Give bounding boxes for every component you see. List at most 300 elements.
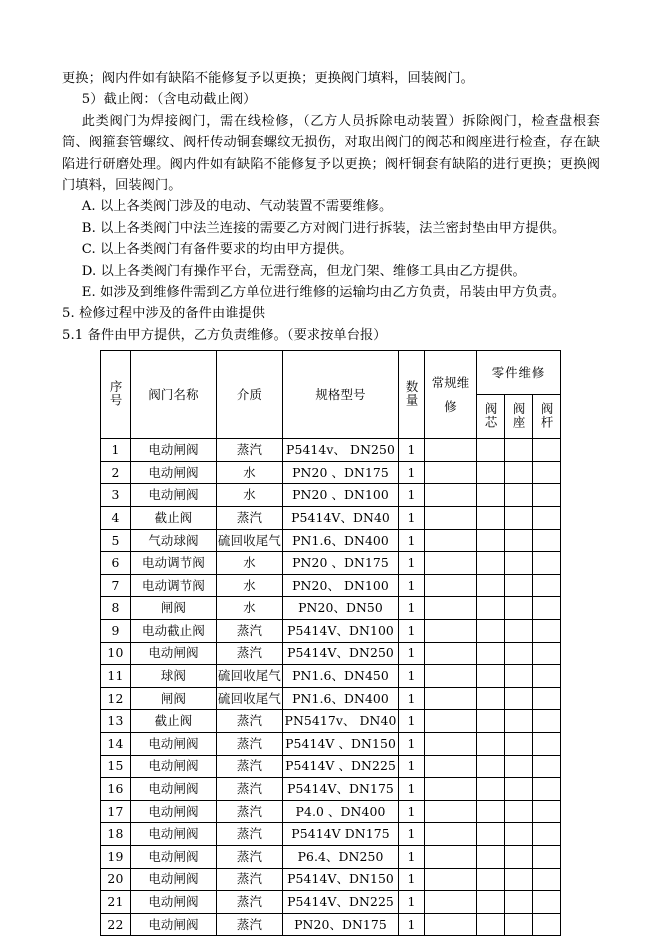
cell-valve-core bbox=[477, 733, 505, 756]
table-row bbox=[101, 529, 561, 552]
cell-sequence bbox=[101, 552, 131, 575]
cell-medium bbox=[217, 845, 283, 868]
cell-specification bbox=[283, 552, 399, 575]
cell-specification bbox=[283, 891, 399, 914]
cell-sequence-text: 16 bbox=[107, 781, 124, 797]
cell-medium bbox=[217, 823, 283, 846]
cell-valve-name bbox=[131, 620, 217, 643]
cell-specification-text: PN5417v、 DN40 bbox=[284, 713, 397, 729]
cell-quantity bbox=[399, 665, 425, 688]
cell-valve-name-text: 截止阀 bbox=[154, 509, 193, 525]
cell-valve-core bbox=[477, 484, 505, 507]
cell-quantity bbox=[399, 800, 425, 823]
cell-valve-seat bbox=[505, 642, 533, 665]
cell-valve-name bbox=[131, 687, 217, 710]
cell-quantity bbox=[399, 507, 425, 530]
cell-valve-core bbox=[477, 755, 505, 778]
cell-valve-seat bbox=[505, 552, 533, 575]
cell-medium bbox=[217, 620, 283, 643]
cell-routine-maintenance bbox=[425, 778, 477, 801]
cell-valve-stem bbox=[533, 484, 561, 507]
table-row bbox=[101, 507, 561, 530]
cell-medium-text: 蒸汽 bbox=[236, 894, 263, 909]
paragraph-note-b: B. 以上各类阀门中法兰连接的需要乙方对阀门进行拆装，法兰密封垫由甲方提供。 bbox=[81, 220, 566, 236]
cell-sequence-text: 13 bbox=[107, 713, 124, 729]
cell-routine-maintenance bbox=[425, 439, 477, 462]
valve-spare-parts-table bbox=[100, 350, 561, 936]
cell-sequence bbox=[101, 484, 131, 507]
cell-specification bbox=[283, 778, 399, 801]
cell-medium-text: 硫回收尾气 bbox=[218, 668, 281, 684]
cell-specification-text: PN1.6、DN400 bbox=[292, 532, 389, 548]
cell-quantity bbox=[399, 845, 425, 868]
cell-medium-text: 水 bbox=[243, 464, 256, 480]
cell-quantity-text: 1 bbox=[407, 600, 416, 616]
cell-medium-text: 水 bbox=[243, 600, 256, 616]
cell-sequence bbox=[101, 733, 131, 756]
paragraph-stop-valve-description: 此类阀门为焊接阀门，需在线检修，（乙方人员拆除电动装置）拆除阀门，检查盘根套筒、阀箍套管螺纹、阀杆传动铜套螺纹无损伤，对取出阀门的阀芯和阀座进行检查，存在缺陷进行研磨处理。阀内件如有缺陷不能修复予以更换；阀杆铜套有缺陷的进行更换；更换阀门填料，回装阀门。 bbox=[62, 113, 600, 194]
cell-valve-name-text: 截止阀 bbox=[154, 713, 193, 729]
cell-sequence-text: 19 bbox=[107, 848, 124, 864]
cell-quantity-text: 1 bbox=[407, 848, 416, 864]
cell-sequence-text: 22 bbox=[107, 916, 124, 932]
cell-valve-seat bbox=[505, 845, 533, 868]
cell-sequence bbox=[101, 800, 131, 823]
cell-valve-seat bbox=[505, 484, 533, 507]
cell-routine-maintenance bbox=[425, 845, 477, 868]
cell-sequence bbox=[101, 461, 131, 484]
cell-routine-maintenance bbox=[425, 574, 477, 597]
cell-medium bbox=[217, 665, 283, 688]
cell-sequence bbox=[101, 845, 131, 868]
paragraph-continuation: 更换；阀内件如有缺陷不能修复予以更换；更换阀门填料，回装阀门。 bbox=[62, 71, 474, 86]
cell-valve-name bbox=[131, 665, 217, 688]
cell-medium-text: 蒸汽 bbox=[236, 871, 263, 887]
cell-valve-seat bbox=[505, 755, 533, 778]
cell-valve-stem bbox=[533, 913, 561, 936]
cell-specification-text: P5414V、DN100 bbox=[287, 622, 394, 638]
cell-valve-name-text: 闸阀 bbox=[160, 600, 187, 616]
cell-specification bbox=[283, 913, 399, 936]
cell-routine-maintenance bbox=[425, 461, 477, 484]
cell-valve-core bbox=[477, 800, 505, 823]
cell-quantity bbox=[399, 620, 425, 643]
cell-valve-name bbox=[131, 755, 217, 778]
cell-specification bbox=[283, 733, 399, 756]
cell-medium-text: 蒸汽 bbox=[236, 758, 263, 774]
table-row bbox=[101, 439, 561, 462]
cell-specification-text: PN20、DN50 bbox=[298, 600, 383, 616]
cell-specification bbox=[283, 665, 399, 688]
cell-valve-name-text: 球阀 bbox=[160, 668, 187, 684]
table-row bbox=[101, 845, 561, 868]
cell-valve-stem bbox=[533, 620, 561, 643]
cell-sequence bbox=[101, 507, 131, 530]
cell-quantity-text: 1 bbox=[407, 894, 416, 909]
cell-quantity bbox=[399, 439, 425, 462]
cell-valve-stem bbox=[533, 823, 561, 846]
cell-valve-core bbox=[477, 439, 505, 462]
cell-specification bbox=[283, 529, 399, 552]
cell-valve-name bbox=[131, 552, 217, 575]
cell-valve-stem bbox=[533, 642, 561, 665]
table-row bbox=[101, 868, 561, 891]
cell-valve-name-text: 电动截止阀 bbox=[142, 622, 205, 638]
cell-routine-maintenance bbox=[425, 597, 477, 620]
cell-valve-name-text: 电动闸阀 bbox=[148, 487, 199, 503]
cell-valve-core bbox=[477, 823, 505, 846]
column-header-parts-maintenance-group bbox=[477, 351, 561, 395]
table-row bbox=[101, 800, 561, 823]
cell-valve-seat bbox=[505, 913, 533, 936]
column-header-medium-label: 介质 bbox=[236, 386, 263, 402]
cell-sequence bbox=[101, 710, 131, 733]
cell-valve-name-text: 电动闸阀 bbox=[148, 758, 199, 774]
cell-medium-text: 硫回收尾气 bbox=[218, 532, 281, 548]
cell-quantity-text: 1 bbox=[407, 916, 416, 932]
cell-quantity-text: 1 bbox=[407, 735, 416, 751]
cell-quantity bbox=[399, 687, 425, 710]
cell-quantity-text: 1 bbox=[407, 622, 416, 638]
cell-valve-name-text: 电动闸阀 bbox=[148, 848, 199, 864]
cell-sequence bbox=[101, 665, 131, 688]
cell-specification bbox=[283, 574, 399, 597]
cell-specification bbox=[283, 800, 399, 823]
cell-sequence-text: 17 bbox=[107, 803, 124, 819]
cell-valve-name-text: 闸阀 bbox=[160, 690, 187, 706]
cell-medium bbox=[217, 597, 283, 620]
cell-medium-text: 蒸汽 bbox=[236, 713, 263, 729]
cell-quantity bbox=[399, 461, 425, 484]
cell-medium bbox=[217, 913, 283, 936]
cell-sequence-text: 3 bbox=[111, 487, 120, 503]
cell-sequence-text: 21 bbox=[107, 894, 124, 909]
cell-valve-name-text: 电动闸阀 bbox=[148, 871, 199, 887]
cell-medium-text: 蒸汽 bbox=[236, 848, 263, 864]
cell-quantity bbox=[399, 710, 425, 733]
cell-medium-text: 水 bbox=[243, 555, 256, 571]
cell-valve-stem bbox=[533, 891, 561, 914]
cell-valve-core bbox=[477, 665, 505, 688]
cell-quantity-text: 1 bbox=[407, 826, 416, 842]
table-row bbox=[101, 665, 561, 688]
cell-valve-seat bbox=[505, 891, 533, 914]
cell-routine-maintenance bbox=[425, 755, 477, 778]
cell-specification-text: P4.0 、DN400 bbox=[295, 803, 386, 819]
cell-routine-maintenance bbox=[425, 687, 477, 710]
cell-medium bbox=[217, 733, 283, 756]
cell-sequence-text: 18 bbox=[107, 826, 124, 842]
column-header-routine-maintenance bbox=[425, 351, 477, 439]
cell-sequence bbox=[101, 620, 131, 643]
cell-valve-stem bbox=[533, 845, 561, 868]
cell-sequence-text: 14 bbox=[107, 735, 124, 751]
cell-specification-text: P5414V DN175 bbox=[291, 826, 390, 842]
cell-specification bbox=[283, 687, 399, 710]
cell-routine-maintenance bbox=[425, 823, 477, 846]
cell-medium bbox=[217, 529, 283, 552]
cell-valve-name-text: 电动闸阀 bbox=[148, 464, 199, 480]
column-header-specification bbox=[283, 351, 399, 439]
cell-routine-maintenance bbox=[425, 868, 477, 891]
cell-quantity bbox=[399, 733, 425, 756]
cell-specification bbox=[283, 597, 399, 620]
cell-specification-text: P5414V 、DN150 bbox=[285, 735, 396, 751]
cell-valve-name bbox=[131, 529, 217, 552]
column-header-quantity-label: 数量 bbox=[404, 379, 420, 407]
cell-specification-text: P5414V、DN175 bbox=[287, 781, 394, 797]
cell-valve-core bbox=[477, 868, 505, 891]
cell-valve-name-text: 电动闸阀 bbox=[148, 442, 199, 458]
table-row bbox=[101, 687, 561, 710]
column-header-valve-stem-label: 阀杆 bbox=[539, 401, 555, 429]
cell-valve-name bbox=[131, 507, 217, 530]
cell-valve-stem bbox=[533, 687, 561, 710]
cell-quantity bbox=[399, 891, 425, 914]
paragraph-note-c: C. 以上各类阀门有备件要求的均由甲方提供。 bbox=[81, 242, 353, 258]
cell-specification bbox=[283, 710, 399, 733]
document-body bbox=[62, 68, 600, 936]
cell-valve-name bbox=[131, 913, 217, 936]
cell-valve-stem bbox=[533, 755, 561, 778]
table-row bbox=[101, 642, 561, 665]
cell-specification bbox=[283, 845, 399, 868]
cell-quantity bbox=[399, 529, 425, 552]
cell-valve-name bbox=[131, 461, 217, 484]
cell-specification-text: PN1.6、DN400 bbox=[292, 690, 389, 706]
cell-sequence-text: 4 bbox=[111, 509, 120, 525]
column-header-sequence bbox=[101, 351, 131, 439]
cell-specification-text: PN20、 DN100 bbox=[292, 577, 389, 593]
cell-specification-text: PN20 、DN175 bbox=[292, 555, 389, 571]
cell-medium-text: 蒸汽 bbox=[236, 645, 263, 661]
table-header bbox=[101, 351, 561, 439]
cell-valve-name-text: 电动闸阀 bbox=[148, 916, 199, 932]
cell-routine-maintenance bbox=[425, 800, 477, 823]
paragraph-note-a: A. 以上各类阀门涉及的电动、气动装置不需要维修。 bbox=[81, 199, 393, 215]
cell-valve-name-text: 电动闸阀 bbox=[148, 645, 199, 661]
cell-sequence bbox=[101, 642, 131, 665]
cell-sequence bbox=[101, 778, 131, 801]
cell-valve-seat bbox=[505, 710, 533, 733]
column-header-valve-core bbox=[477, 395, 505, 439]
cell-valve-core bbox=[477, 461, 505, 484]
cell-quantity-text: 1 bbox=[407, 690, 416, 706]
cell-valve-name bbox=[131, 439, 217, 462]
cell-valve-name-text: 电动闸阀 bbox=[148, 781, 199, 797]
cell-specification-text: PN20 、DN100 bbox=[292, 487, 389, 503]
cell-valve-stem bbox=[533, 868, 561, 891]
cell-valve-stem bbox=[533, 597, 561, 620]
column-header-valve-name-label: 阀门名称 bbox=[148, 386, 199, 402]
cell-valve-seat bbox=[505, 574, 533, 597]
cell-valve-core bbox=[477, 891, 505, 914]
cell-sequence bbox=[101, 597, 131, 620]
cell-quantity-text: 1 bbox=[407, 781, 416, 797]
cell-quantity bbox=[399, 642, 425, 665]
cell-valve-name-text: 电动调节阀 bbox=[142, 555, 205, 571]
cell-valve-seat bbox=[505, 733, 533, 756]
cell-medium bbox=[217, 800, 283, 823]
cell-quantity bbox=[399, 755, 425, 778]
cell-valve-stem bbox=[533, 778, 561, 801]
cell-valve-seat bbox=[505, 529, 533, 552]
cell-routine-maintenance bbox=[425, 665, 477, 688]
cell-valve-seat bbox=[505, 507, 533, 530]
cell-quantity-text: 1 bbox=[407, 803, 416, 819]
cell-medium-text: 蒸汽 bbox=[236, 781, 263, 797]
cell-medium bbox=[217, 687, 283, 710]
cell-valve-name-text: 气动球阀 bbox=[148, 532, 199, 548]
cell-valve-stem bbox=[533, 529, 561, 552]
cell-medium bbox=[217, 484, 283, 507]
cell-medium bbox=[217, 461, 283, 484]
cell-specification bbox=[283, 620, 399, 643]
cell-valve-core bbox=[477, 845, 505, 868]
cell-valve-stem bbox=[533, 800, 561, 823]
cell-medium bbox=[217, 574, 283, 597]
column-header-parts-maintenance-label: 零件维修 bbox=[491, 364, 546, 380]
cell-valve-seat bbox=[505, 800, 533, 823]
table-row bbox=[101, 755, 561, 778]
cell-specification-text: P5414V、DN225 bbox=[287, 894, 394, 909]
cell-valve-name bbox=[131, 823, 217, 846]
cell-specification bbox=[283, 823, 399, 846]
cell-quantity-text: 1 bbox=[407, 645, 416, 661]
cell-medium-text: 水 bbox=[243, 577, 256, 593]
cell-medium-text: 水 bbox=[243, 487, 256, 503]
cell-valve-name bbox=[131, 733, 217, 756]
column-header-valve-core-label: 阀芯 bbox=[483, 401, 499, 429]
cell-valve-seat bbox=[505, 461, 533, 484]
cell-valve-seat bbox=[505, 665, 533, 688]
cell-valve-stem bbox=[533, 665, 561, 688]
cell-quantity bbox=[399, 484, 425, 507]
cell-valve-core bbox=[477, 642, 505, 665]
cell-medium-text: 蒸汽 bbox=[236, 916, 263, 932]
column-header-valve-name bbox=[131, 351, 217, 439]
table-row bbox=[101, 552, 561, 575]
cell-valve-name-text: 电动调节阀 bbox=[142, 577, 205, 593]
cell-medium-text: 硫回收尾气 bbox=[218, 690, 281, 706]
cell-valve-core bbox=[477, 913, 505, 936]
cell-routine-maintenance bbox=[425, 529, 477, 552]
cell-valve-stem bbox=[533, 710, 561, 733]
cell-valve-seat bbox=[505, 778, 533, 801]
cell-valve-name bbox=[131, 642, 217, 665]
table-row bbox=[101, 710, 561, 733]
cell-quantity-text: 1 bbox=[407, 577, 416, 593]
cell-valve-core bbox=[477, 574, 505, 597]
cell-sequence bbox=[101, 868, 131, 891]
cell-medium-text: 蒸汽 bbox=[236, 442, 263, 458]
cell-sequence bbox=[101, 439, 131, 462]
cell-routine-maintenance bbox=[425, 733, 477, 756]
cell-routine-maintenance bbox=[425, 507, 477, 530]
cell-specification bbox=[283, 439, 399, 462]
cell-routine-maintenance bbox=[425, 891, 477, 914]
cell-quantity-text: 1 bbox=[407, 668, 416, 684]
cell-valve-name-text: 电动闸阀 bbox=[148, 894, 199, 909]
column-header-medium bbox=[217, 351, 283, 439]
cell-quantity bbox=[399, 913, 425, 936]
cell-sequence-text: 11 bbox=[107, 668, 124, 684]
table-row bbox=[101, 620, 561, 643]
cell-medium-text: 蒸汽 bbox=[236, 509, 263, 525]
paragraph-note-d: D. 以上各类阀门有操作平台，无需登高，但龙门架、维修工具由乙方提供。 bbox=[81, 263, 526, 279]
cell-medium bbox=[217, 891, 283, 914]
cell-specification-text: P5414V、DN40 bbox=[291, 509, 390, 525]
column-header-valve-seat-label: 阀座 bbox=[511, 401, 527, 429]
cell-valve-stem bbox=[533, 439, 561, 462]
cell-valve-name bbox=[131, 710, 217, 733]
cell-quantity-text: 1 bbox=[407, 713, 416, 729]
cell-quantity bbox=[399, 552, 425, 575]
cell-specification-text: PN1.6、DN450 bbox=[292, 668, 389, 684]
valve-table-container bbox=[62, 350, 600, 936]
cell-valve-core bbox=[477, 620, 505, 643]
cell-quantity bbox=[399, 823, 425, 846]
cell-medium-text: 蒸汽 bbox=[236, 622, 263, 638]
cell-medium bbox=[217, 778, 283, 801]
cell-quantity-text: 1 bbox=[407, 555, 416, 571]
cell-quantity-text: 1 bbox=[407, 464, 416, 480]
column-header-quantity bbox=[399, 351, 425, 439]
cell-valve-stem bbox=[533, 552, 561, 575]
cell-valve-seat bbox=[505, 620, 533, 643]
cell-quantity-text: 1 bbox=[407, 758, 416, 774]
cell-valve-name bbox=[131, 597, 217, 620]
cell-quantity-text: 1 bbox=[407, 509, 416, 525]
cell-sequence-text: 1 bbox=[111, 442, 120, 458]
cell-routine-maintenance bbox=[425, 913, 477, 936]
cell-valve-core bbox=[477, 507, 505, 530]
cell-medium bbox=[217, 552, 283, 575]
cell-sequence-text: 15 bbox=[107, 758, 124, 774]
cell-valve-core bbox=[477, 552, 505, 575]
table-header-row-1 bbox=[101, 351, 561, 395]
cell-valve-seat bbox=[505, 597, 533, 620]
cell-quantity bbox=[399, 868, 425, 891]
cell-quantity-text: 1 bbox=[407, 532, 416, 548]
table-row bbox=[101, 597, 561, 620]
cell-medium-text: 蒸汽 bbox=[236, 826, 263, 842]
section-heading-5: 5. 检修过程中涉及的备件由谁提供 bbox=[62, 306, 266, 322]
paragraph-item-5: 5）截止阀：（含电动截止阀） bbox=[81, 92, 257, 108]
cell-medium bbox=[217, 507, 283, 530]
table-row bbox=[101, 461, 561, 484]
cell-sequence-text: 7 bbox=[111, 577, 120, 593]
cell-specification-text: P5414V、DN150 bbox=[287, 871, 394, 887]
column-header-routine-maintenance-label: 常规维修 bbox=[431, 375, 470, 414]
cell-sequence bbox=[101, 529, 131, 552]
table-row bbox=[101, 778, 561, 801]
cell-sequence bbox=[101, 891, 131, 914]
cell-valve-name bbox=[131, 484, 217, 507]
cell-specification-text: PN20 、DN175 bbox=[292, 464, 389, 480]
table-row bbox=[101, 733, 561, 756]
cell-valve-name bbox=[131, 574, 217, 597]
cell-valve-name-text: 电动闸阀 bbox=[148, 735, 199, 751]
cell-specification bbox=[283, 642, 399, 665]
table-row bbox=[101, 484, 561, 507]
cell-specification-text: P5414v、 DN250 bbox=[286, 442, 395, 458]
cell-sequence bbox=[101, 574, 131, 597]
cell-sequence-text: 5 bbox=[111, 532, 120, 548]
cell-specification bbox=[283, 507, 399, 530]
cell-valve-core bbox=[477, 710, 505, 733]
section-heading-5-1: 5.1 备件由甲方提供，乙方负责维修。（要求按单台报） bbox=[62, 327, 387, 343]
